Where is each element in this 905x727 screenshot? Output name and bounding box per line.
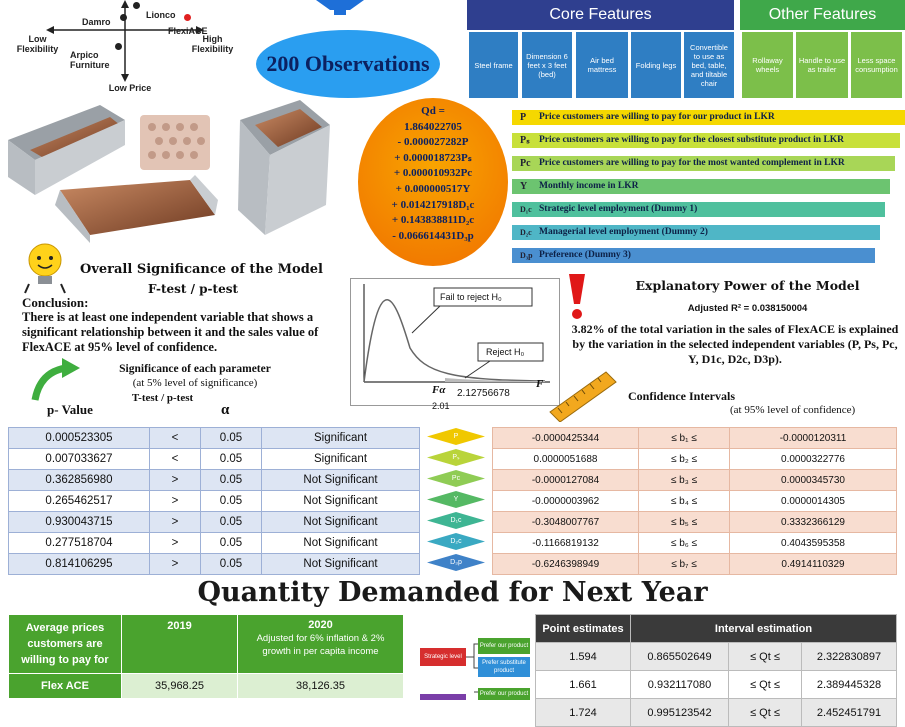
p-value-table [8, 427, 420, 575]
overall-subtitle: F-test / p-test [147, 282, 239, 296]
table-row [493, 470, 897, 491]
ci-param: ≤ b₆ ≤ [639, 533, 730, 554]
f-alpha-value: 2.01 [432, 401, 450, 411]
equation-line: - 0.000027282P [397, 136, 469, 149]
table-row [493, 449, 897, 470]
alpha-value: 0.05 [201, 491, 262, 512]
ci-lower: -0.0000425344 [493, 428, 639, 449]
confidence-table [492, 427, 897, 575]
table-row [493, 533, 897, 554]
comparison: > [150, 554, 201, 575]
table-row [493, 512, 897, 533]
comparison: > [150, 470, 201, 491]
point-estimate: 1.594 [536, 643, 631, 671]
adjusted-r2: Adjusted R² = 0.038150004 [687, 303, 808, 314]
table-row [9, 449, 420, 470]
equation-line: + 0.000010932Pc [393, 167, 473, 180]
p-value: 0.362856980 [9, 470, 150, 491]
explanatory-text: 3.82% of the total variation in the sales of FlexACE is explained by the variation in the selected independent variables (P, Ps, Pc, Y, D1c, D2c, D3p). [571, 322, 899, 366]
core-feature-dimension: Dimension 6 feet x 3 feet (bed) [522, 32, 572, 98]
equation-line: + 0.143838811D₂c [391, 214, 475, 227]
interval-lower: 0.865502649 [631, 643, 729, 671]
col-avg-prices: Average prices customers are willing to pay for [9, 615, 122, 674]
ci-param: ≤ b₇ ≤ [639, 554, 730, 575]
result: Not Significant [262, 491, 420, 512]
core-feature-convertible: Convertible to use as bed, table, and tiltable chair [684, 32, 734, 98]
price-table [8, 614, 404, 699]
table-row [493, 491, 897, 512]
comparison: > [150, 533, 201, 554]
diamond-label: Y [453, 496, 459, 503]
ruler-icon [548, 370, 618, 422]
variable-symbol: D₁c [520, 205, 532, 214]
confidence-title: Confidence Intervals [628, 389, 735, 403]
comparison: < [150, 449, 201, 470]
variable-text: Preference (Dummy 3) [539, 250, 631, 260]
equation-line: 1.864022705 [404, 120, 462, 133]
variable-row-pc [512, 156, 895, 171]
result: Significant [262, 428, 420, 449]
ci-upper: 0.0000322776 [730, 449, 897, 470]
core-feature-air-bed: Air bed mattress [576, 32, 628, 98]
confidence-sub: (at 95% level of confidence) [730, 404, 856, 416]
variable-symbol: D₃p [520, 251, 533, 260]
interval-upper: 2.322830897 [802, 643, 897, 671]
conclusion-label: Conclusion: [22, 295, 89, 310]
tree-leaf: Prefer substitute product [478, 657, 530, 677]
equation-line: + 0.000018723Pₛ [394, 151, 472, 164]
equation-line: Qd = [421, 105, 445, 117]
diamond-pc [427, 470, 485, 487]
diamond-y [427, 491, 485, 508]
interval-lower: 0.995123542 [631, 699, 729, 727]
table-row [536, 671, 897, 699]
ci-upper: 0.3332366129 [730, 512, 897, 533]
variable-row-d2c [512, 225, 880, 240]
significance-title: Significance of each parameter [119, 363, 271, 375]
tree-strategic-node: Strategic level [420, 648, 466, 666]
other-features-header: Other Features [740, 0, 905, 30]
variable-row-p [512, 110, 905, 125]
brand-dot-lionco [133, 2, 140, 9]
p-value: 0.930043715 [9, 512, 150, 533]
col-2020-note: Adjusted for 6% inflation & 2% growth in per capita income [256, 633, 385, 657]
variable-text: Price customers are willing to pay for the closest substitute product in LKR [539, 135, 845, 145]
variable-text: Strategic level employment (Dummy 1) [539, 204, 698, 214]
ci-lower: -0.0000003962 [493, 491, 639, 512]
table-header-row [536, 615, 897, 643]
alpha-value: 0.05 [201, 449, 262, 470]
significance-sub1: (at 5% level of significance) [132, 377, 258, 389]
variable-row-y [512, 179, 890, 194]
axis-high-flexibility: High Flexibility [191, 34, 234, 54]
f-axis-label: F [536, 378, 544, 390]
diamond-d1c [427, 512, 485, 529]
product-images [0, 95, 350, 245]
col-interval-estimation: Interval estimation [631, 615, 897, 643]
table-row [9, 674, 404, 699]
table-row [9, 512, 420, 533]
ci-upper: 0.0000014305 [730, 491, 897, 512]
comparison: > [150, 491, 201, 512]
brand-flexiace: FlexiACE [168, 26, 208, 36]
ci-lower: -0.1166819132 [493, 533, 639, 554]
brand-arpico: Arpico Furniture [70, 50, 110, 70]
table-row [9, 470, 420, 491]
ci-lower: -0.6246398949 [493, 554, 639, 575]
result: Not Significant [262, 533, 420, 554]
equation-line: + 0.014217918D₁c [391, 198, 475, 211]
variable-row-ps [512, 133, 900, 148]
explanatory-title: Explanatory Power of the Model [635, 278, 860, 293]
diamond-label: D₃p [450, 559, 462, 566]
interval-param: ≤ Qt ≤ [729, 671, 802, 699]
table-row [9, 491, 420, 512]
variable-symbol: Y [520, 181, 528, 192]
alpha-value: 0.05 [201, 512, 262, 533]
p-value: 0.000523305 [9, 428, 150, 449]
variable-symbol: D₂c [520, 228, 532, 237]
variable-symbol: Pₛ [520, 135, 530, 146]
exclamation-icon [563, 272, 591, 322]
p-value: 0.814106295 [9, 554, 150, 575]
p-value: 0.265462517 [9, 491, 150, 512]
ci-lower: -0.3048007767 [493, 512, 639, 533]
brand-dot-damro [120, 14, 127, 21]
diamond-label: D₁c [450, 517, 462, 524]
diamond-label: Pₛ [452, 454, 460, 461]
significance-sub2: T-test / p-test [131, 392, 194, 404]
core-feature-folding-legs: Folding legs [631, 32, 681, 98]
result: Not Significant [262, 554, 420, 575]
alpha-value: 0.05 [201, 470, 262, 491]
overall-title: Overall Significance of the Model [80, 262, 323, 277]
p-value: 0.277518704 [9, 533, 150, 554]
tree-node-purple [420, 694, 466, 700]
variable-row-d1c [512, 202, 885, 217]
arrow-icon [30, 358, 85, 403]
ci-upper: -0.0000120311 [730, 428, 897, 449]
diamond-label: Pc [451, 475, 461, 482]
ci-param: ≤ b₁ ≤ [639, 428, 730, 449]
interval-param: ≤ Qt ≤ [729, 643, 802, 671]
table-row [493, 428, 897, 449]
row-flex-ace: Flex ACE [9, 674, 122, 699]
other-feature-handle: Handle to use as trailer [796, 32, 848, 98]
diamond-d2c [427, 533, 485, 550]
ci-lower: -0.0000127084 [493, 470, 639, 491]
ci-lower: 0.0000051688 [493, 449, 639, 470]
variable-text: Managerial level employment (Dummy 2) [539, 227, 708, 237]
comparison: > [150, 512, 201, 533]
other-feature-space: Less space consumption [851, 32, 902, 98]
variable-row-d3p [512, 248, 875, 263]
f-stat-value: 2.12756678 [457, 388, 510, 399]
conclusion-text: There is at least one independent variable that shows a significant relationship between it and the sales value of FlexACE at 95% level of confidence. [22, 310, 319, 354]
table-row [536, 643, 897, 671]
p-value: 0.007033627 [9, 449, 150, 470]
result: Significant [262, 449, 420, 470]
ci-param: ≤ b₄ ≤ [639, 491, 730, 512]
interval-upper: 2.389445328 [802, 671, 897, 699]
ci-param: ≤ b₃ ≤ [639, 470, 730, 491]
table-header-row [9, 615, 404, 674]
alpha-value: 0.05 [201, 428, 262, 449]
positioning-map [0, 0, 250, 95]
quantity-title: Quantity Demanded for Next Year [197, 577, 708, 608]
ci-param: ≤ b₂ ≤ [639, 449, 730, 470]
diamond-d3p [427, 554, 485, 571]
interval-lower: 0.932117080 [631, 671, 729, 699]
tree-leaf: Prefer our product [478, 688, 530, 700]
core-features-header: Core Features [467, 0, 734, 30]
ci-upper: 0.4914110329 [730, 554, 897, 575]
observations-label: 200 Observations [266, 51, 430, 76]
table-row [536, 699, 897, 727]
alpha-value: 0.05 [201, 533, 262, 554]
variable-text: Monthly income in LKR [539, 181, 639, 191]
table-row [9, 533, 420, 554]
ci-upper: 0.0000345730 [730, 470, 897, 491]
reject-label: Reject H₀ [486, 347, 525, 357]
variable-text: Price customers are willing to pay for our product in LKR [539, 112, 775, 122]
brand-lionco: Lionco [146, 10, 176, 20]
axis-low-price: Low Price [108, 83, 152, 93]
col-point-estimates: Point estimates [536, 615, 631, 643]
col-2020-year: 2020 [308, 619, 333, 631]
result: Not Significant [262, 512, 420, 533]
brand-dot-flexiace [184, 14, 191, 21]
diamond-label: D₂c [450, 538, 462, 545]
equation-line: - 0.066614431D₃p [392, 229, 474, 242]
f-alpha-label: Fα [432, 384, 446, 396]
table-row [9, 554, 420, 575]
table-row [9, 428, 420, 449]
lightbulb-icon [15, 238, 75, 298]
core-feature-steel-frame: Steel frame [469, 32, 518, 98]
equation-text [358, 104, 508, 244]
ci-param: ≤ b₅ ≤ [639, 512, 730, 533]
funnel-icon [310, 0, 370, 16]
axis-low-flexibility: Low Flexibility [16, 34, 59, 54]
point-estimate: 1.724 [536, 699, 631, 727]
estimates-table [535, 614, 897, 727]
interval-param: ≤ Qt ≤ [729, 699, 802, 727]
alpha-value: 0.05 [201, 554, 262, 575]
interval-upper: 2.452451791 [802, 699, 897, 727]
col-2019: 2019 [122, 615, 238, 674]
brand-dot-arpico [115, 43, 122, 50]
col-2020 [238, 615, 404, 674]
diamond-label: P [453, 433, 459, 440]
variable-symbol: P [520, 112, 527, 123]
alpha-header: α [221, 402, 230, 418]
diamond-p [427, 428, 485, 445]
ci-upper: 0.4043595358 [730, 533, 897, 554]
brand-damro: Damro [82, 17, 111, 27]
other-feature-wheels: Rollaway wheels [742, 32, 793, 98]
p-value-header: p- Value [47, 402, 93, 417]
fail-to-reject-label: Fail to reject H₀ [440, 292, 502, 302]
variable-text: Price customers are willing to pay for the most wanted complement in LKR [539, 158, 845, 168]
price-2019: 35,968.25 [122, 674, 238, 699]
variable-symbol: Pc [520, 158, 531, 169]
price-2020: 38,126.35 [238, 674, 404, 699]
point-estimate: 1.661 [536, 671, 631, 699]
result: Not Significant [262, 470, 420, 491]
table-row [493, 554, 897, 575]
tree-leaf: Prefer our product [478, 638, 530, 654]
diamond-ps [427, 449, 485, 466]
observations-ellipse [256, 30, 440, 98]
equation-line: + 0.000000517Y [395, 182, 471, 195]
comparison: < [150, 428, 201, 449]
